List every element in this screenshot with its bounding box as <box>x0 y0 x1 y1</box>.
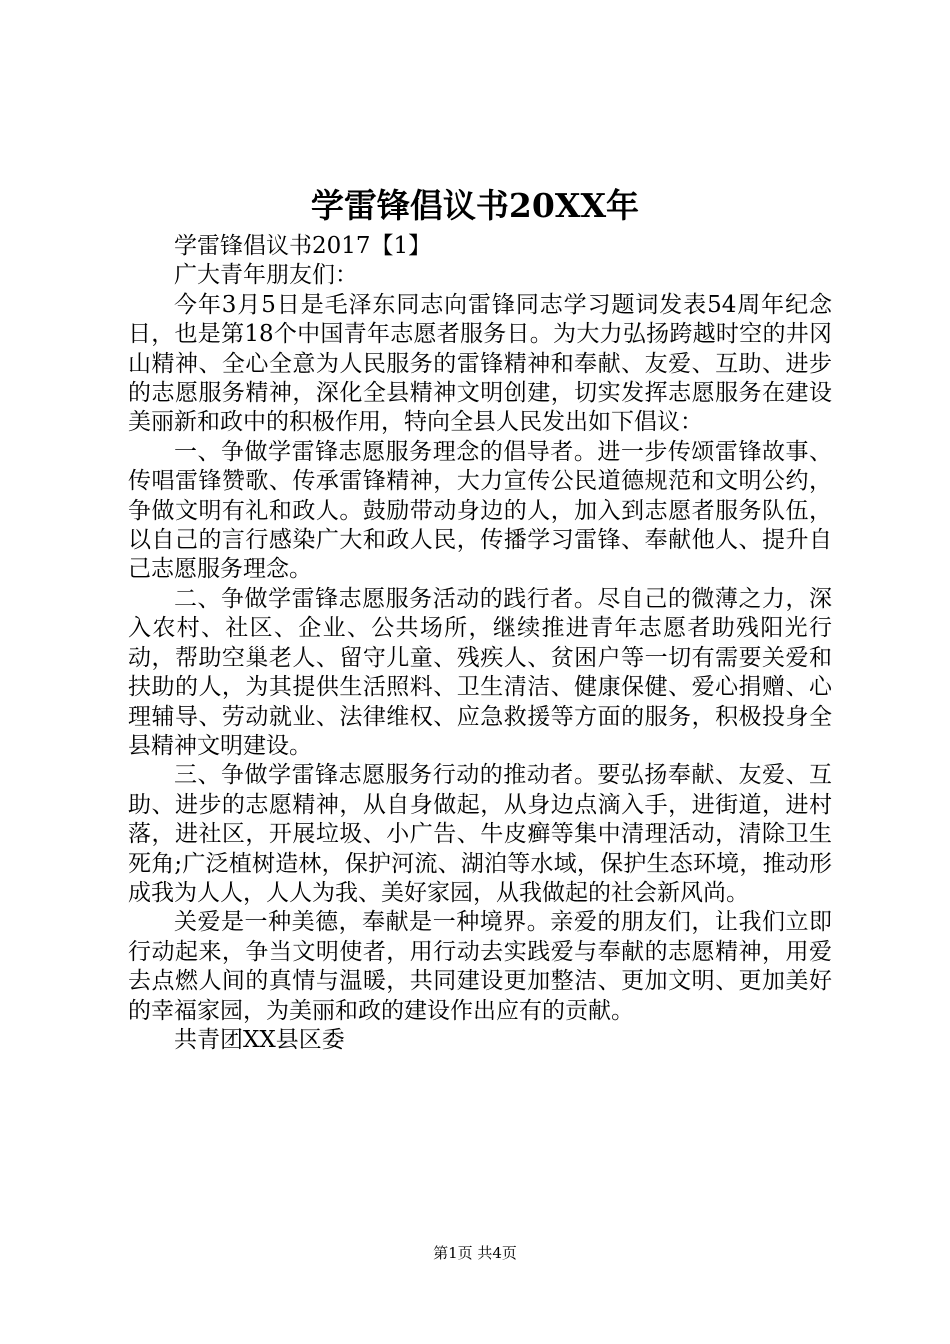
page-indicator: 第1页 共4页 <box>433 1244 517 1262</box>
paragraph-intro: 今年3月5日是毛泽东同志向雷锋同志学习题词发表54周年纪念日，也是第18个中国青年志愿者服务日。为大力弘扬跨越时空的井冈山精神、全心全意为人民服务的雷锋精神和奉献、友爱、互助、进步的志愿服务精神，深化全县精神文明创建，切实发挥志愿服务在建设美丽新和政中的积极作用，特向全县人民发出如下倡议： <box>128 291 832 436</box>
signature: 共青团XX县区委 <box>174 1026 345 1053</box>
document-body <box>128 232 832 1055</box>
salutation: 广大青年朋友们： <box>174 262 358 289</box>
paragraph-point-2: 二、争做学雷锋志愿服务活动的践行者。尽自己的微薄之力，深入农村、社区、企业、公共场所，继续推进青年志愿者助残阳光行动，帮助空巢老人、留守儿童、残疾人、贫困户等一切有需要关爱和扶助的人，为其提供生活照料、卫生清洁、健康保健、爱心捐赠、心理辅导、劳动就业、法律维权、应急救援等方面的服务，积极投身全县精神文明建设。 <box>128 585 832 759</box>
document-subtitle: 学雷锋倡议书2017【1】 <box>174 233 432 259</box>
document-title: 学雷锋倡议书20XX年 <box>310 186 640 225</box>
paragraph-closing: 关爱是一种美德，奉献是一种境界。亲爱的朋友们，让我们立即行动起来，争当文明使者，用行动去实践爱与奉献的志愿精神，用爱去点燃人间的真情与温暖，共同建设更加整洁、更加文明、更加美好的幸福家园，为美丽和政的建设作出应有的贡献。 <box>128 909 832 1024</box>
paragraph-point-3: 三、争做学雷锋志愿服务行动的推动者。要弘扬奉献、友爱、互助、进步的志愿精神，从自身做起，从身边点滴入手，进街道，进村落，进社区，开展垃圾、小广告、牛皮癣等集中清理活动，清除卫生死角;广泛植树造林，保护河流、湖泊等水域，保护生态环境，推动形成我为人人，人人为我、美好家园，从我做起的社会新风尚。 <box>128 762 832 906</box>
paragraph-point-1: 一、争做学雷锋志愿服务理念的倡导者。进一步传颂雷锋故事、传唱雷锋赞歌、传承雷锋精神，大力宣传公民道德规范和文明公约，争做文明有礼和政人。鼓励带动身边的人，加入到志愿者服务队伍，以自己的言行感染广大和政人民，传播学习雷锋、奉献他人、提升自己志愿服务理念。 <box>128 438 832 583</box>
